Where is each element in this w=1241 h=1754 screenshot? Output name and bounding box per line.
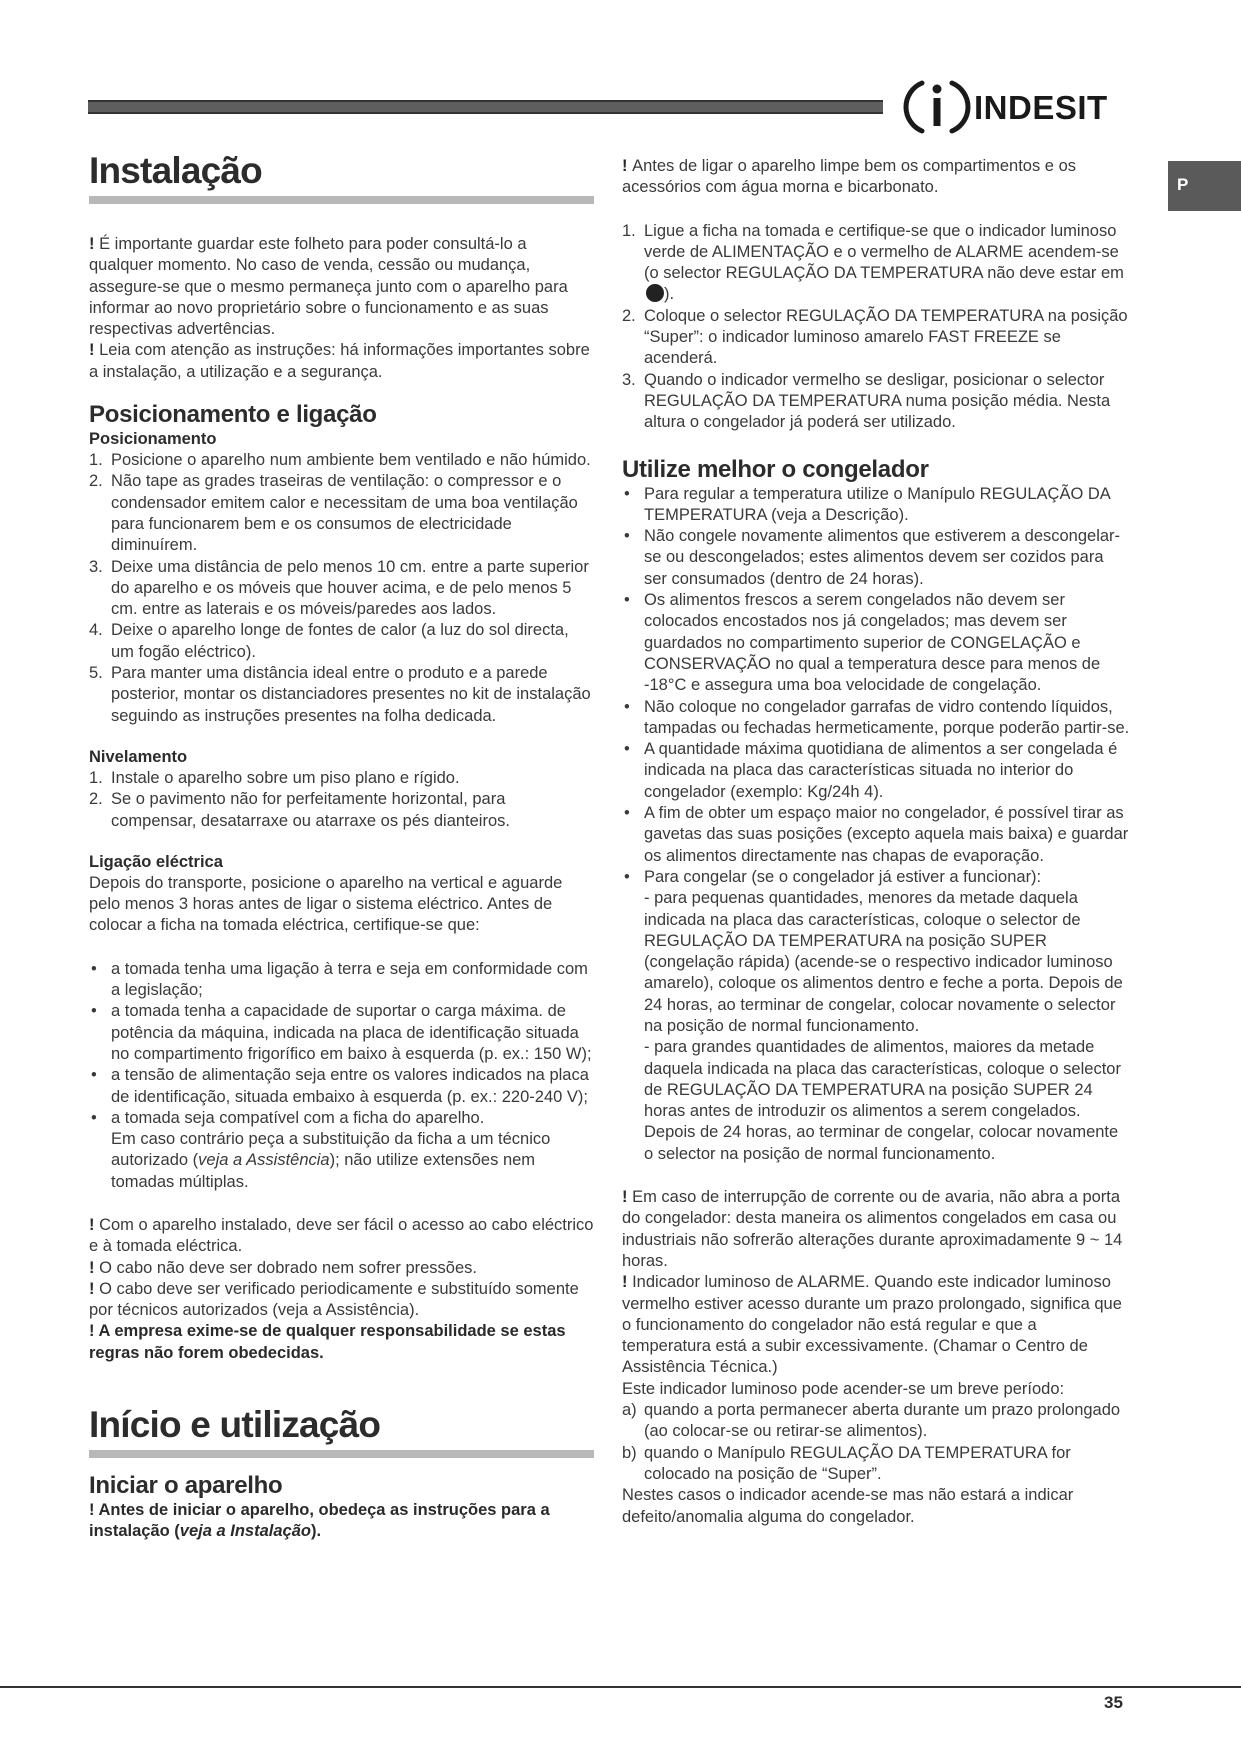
- footer-rule: [0, 1686, 1241, 1688]
- power-cut-note: ! Em caso de interrupção de corrente ou de avaria, não abra a porta do congelador: desta maneira os alimentos congelados em casa ou industriais não sofrerão alterações durante aproximadamente 9 ~ 14 horas.: [622, 1188, 1123, 1270]
- list-item: 1. Instale o aparelho sobre um piso plano e rígido.: [89, 768, 460, 787]
- list-item: 2. Coloque o selector REGULAÇÃO DA TEMPERATURA na posição “Super”: o indicador luminoso amarelo FAST FREEZE se acenderá.: [622, 306, 1128, 368]
- start-steps-list: [622, 221, 1130, 434]
- warning-bold: ! A empresa exime-se de qualquer responsabilidade se estas regras não forem obedecidas.: [89, 1322, 566, 1362]
- start-title: Início e utilização: [89, 1404, 594, 1458]
- list-item: 2. Se o pavimento não for perfeitamente horizontal, para compensar, desatarraxe ou atarraxe os pés dianteiros.: [89, 790, 510, 830]
- freezer-title: Utilize melhor o congelador: [622, 455, 929, 483]
- intro-paragraph-2: ! Leia com atenção as instruções: há informações importantes sobre a instalação, a utilização e a segurança.: [89, 341, 590, 381]
- list-item: 5. Para manter uma distância ideal entre o produto e a parede posterior, montar os distanciadores presentes no kit de instalação seguindo as instruções presentes na folha dedicada.: [89, 664, 591, 725]
- electric-subtitle: Ligação eléctrica: [89, 852, 223, 871]
- temperature-knob-icon: [646, 284, 664, 302]
- alarm-brief: Este indicador luminoso pode acender-se um breve período:: [622, 1379, 1065, 1398]
- list-item: 3. Deixe uma distância de pelo menos 10 cm. entre a parte superior do aparelho e os móveis que houver acima, e de pelo menos 5 cm. entre as laterais e os móveis/paredes aos lados.: [89, 557, 589, 619]
- freezer-list: [622, 484, 1130, 1166]
- start-subtitle: Iniciar o aparelho: [89, 1472, 283, 1500]
- electric-intro: Depois do transporte, posicione o aparelho na vertical e aguarde pelo menos 3 horas antes de ligar o sistema eléctrico. Antes de colocar a ficha na tomada eléctrica, certifique-se que:: [89, 873, 563, 935]
- indesit-logo: [902, 75, 1127, 135]
- warning-1: ! Com o aparelho instalado, deve ser fácil o acesso ao cabo eléctrico e à tomada eléctrica.: [89, 1215, 594, 1256]
- leveling-subtitle: Nivelamento: [89, 747, 188, 766]
- alarm-end: Nestes casos o indicador acende-se mas não estará a indicar defeito/anomalia alguma do congelador.: [622, 1486, 1074, 1526]
- indesit-logo-mark: [902, 75, 972, 135]
- list-item: • a tomada tenha a capacidade de suportar o carga máxima. de potência da máquina, indicada na placa de identificação situada no compartimento frigorífico em baixo à esquerda (p. ex.: 150 W);: [91, 1002, 592, 1063]
- positioning-title: Posicionamento e ligação: [89, 401, 377, 429]
- positioning-list: [89, 450, 594, 727]
- alarm-cases-list: [622, 1400, 1130, 1485]
- brand-name: INDESIT: [974, 89, 1108, 126]
- list-item: • a tensão de alimentação seja entre os valores indicados na placa de identificação, situada embaixo à esquerda (p. ex.: 220-240 V);: [91, 1066, 589, 1106]
- list-item: 1. Ligue a ficha na tomada e certifique-se que o indicador luminoso verde de ALIMENTAÇÃO e o vermelho de ALARME acendem-se (o selector REGULAÇÃO DA TEMPERATURA não deve estar em ).: [622, 221, 1124, 304]
- right-column: [622, 156, 1130, 1528]
- list-item: 4. Deixe o aparelho longe de fontes de calor (a luz do sol directa, um fogão eléctrico).: [89, 621, 569, 661]
- electric-list: [89, 959, 594, 1193]
- header-rule: [88, 100, 883, 114]
- list-item: • Não congele novamente alimentos que estiverem a descongelar-se ou descongelados; estes alimentos devem ser cozidos para ser consumados (dentro de 24 horas).: [624, 527, 1121, 588]
- leveling-list: [89, 768, 594, 832]
- left-column: [89, 150, 594, 1543]
- intro-paragraph-1: ! É importante guardar este folheto para poder consultá-lo a qualquer momento. No caso de venda, cessão ou mudança, assegure-se que o mesmo permaneça junto com o aparelho para informar ao novo proprietário sobre o funcionamento e as suas respectivas advertências.: [89, 235, 568, 339]
- list-item: b) quando o Manípulo REGULAÇÃO DA TEMPERATURA for colocado na posição de “Super”.: [622, 1443, 1071, 1483]
- page-number: 35: [1104, 1693, 1123, 1712]
- list-item: • Para regular a temperatura utilize o Manípulo REGULAÇÃO DA TEMPERATURA (veja a Descrição).: [624, 484, 1110, 524]
- list-item: 3. Quando o indicador vermelho se desligar, posicionar o selector REGULAÇÃO DA TEMPERATURA numa posição média. Nesta altura o congelador já poderá ser utilizado.: [622, 370, 1111, 432]
- list-item: • Para congelar (se o congelador já estiver a funcionar): - para pequenas quantidades, menores da metade daquela indicada na placa das características, coloque o selector de REGULAÇÃO DA TEMPERATURA na posição SUPER (congelação rápida) (acende-se o respectivo indicador luminoso amarelo), coloque os alimentos dentro e feche a porta. Depois de 24 horas, ao terminar de congelar, colocar novamente o selector na posição de normal funcionamento. - para grandes quantidades de alimentos, maiores da metade daquela indicada na placa das características, coloque o selector de REGULAÇÃO DA TEMPERATURA na posição SUPER 24 horas antes de introduzir os alimentos a serem congelados. Depois de 24 horas, ao terminar de congelar, colocar novamente o selector na posição de normal funcionamento.: [624, 867, 1123, 1163]
- clean-note: ! Antes de ligar o aparelho limpe bem os compartimentos e os acessórios com água morna e bicarbonato.: [622, 157, 1076, 197]
- list-item: a) quando a porta permanecer aberta durante um prazo prolongado (ao colocar-se ou retirar-se alimentos).: [622, 1401, 1121, 1441]
- list-item: • A quantidade máxima quotidiana de alimentos a ser congelada é indicada na placa das características situada no interior do congelador (exemplo: Kg/24h 4).: [624, 740, 1118, 801]
- list-item: • Não coloque no congelador garrafas de vidro contendo líquidos, tampadas ou fechadas hermeticamente, porque poderão partir-se.: [624, 697, 1130, 737]
- language-tab: P: [1168, 161, 1241, 211]
- start-note: ! Antes de iniciar o aparelho, obedeça as instruções para a instalação (veja a Instalação).: [89, 1501, 550, 1541]
- list-item: • A fim de obter um espaço maior no congelador, é possível tirar as gavetas das suas posições (excepto aquela mais baixa) e guardar os alimentos directamente nas chapas de evaporação.: [624, 804, 1129, 865]
- positioning-subtitle: Posicionamento: [89, 430, 217, 449]
- list-item: • a tomada seja compatível com a ficha do aparelho. Em caso contrário peça a substituição da ficha a um técnico autorizado (veja a Assistência); não utilize extensões nem tomadas múltiplas.: [91, 1108, 551, 1191]
- list-item: 1. Posicione o aparelho num ambiente bem ventilado e não húmido.: [89, 451, 591, 470]
- installation-title: Instalação: [89, 150, 594, 204]
- warning-2: ! O cabo não deve ser dobrado nem sofrer pressões.: [89, 1258, 477, 1277]
- list-item: • Os alimentos frescos a serem congelados não devem ser colocados encostados nos já congelados; mas devem ser guardados no compartimento superior de CONGELAÇÃO e CONSERVAÇÃO no qual a temperatura desce para menos de -18°C e assegura uma boa velocidade de congelação.: [624, 591, 1101, 695]
- alarm-note: ! Indicador luminoso de ALARME. Quando este indicador luminoso vermelho estiver acesso durante um prazo prolongado, significa que o funcionamento do congelador não está regular e que a temperatura está a subir excessivamente. (Chamar o Centro de Assistência Técnica.): [622, 1273, 1122, 1377]
- list-item: • a tomada tenha uma ligação à terra e seja em conformidade com a legislação;: [91, 959, 588, 1000]
- list-item: 2. Não tape as grades traseiras de ventilação: o compressor e o condensador emitem calor e necessitam de uma boa ventilação para funcionarem bem e os consumos de electricidade diminuírem.: [89, 472, 578, 555]
- warning-3: ! O cabo deve ser verificado periodicamente e substituído somente por técnicos autorizados (veja a Assistência).: [89, 1279, 579, 1320]
